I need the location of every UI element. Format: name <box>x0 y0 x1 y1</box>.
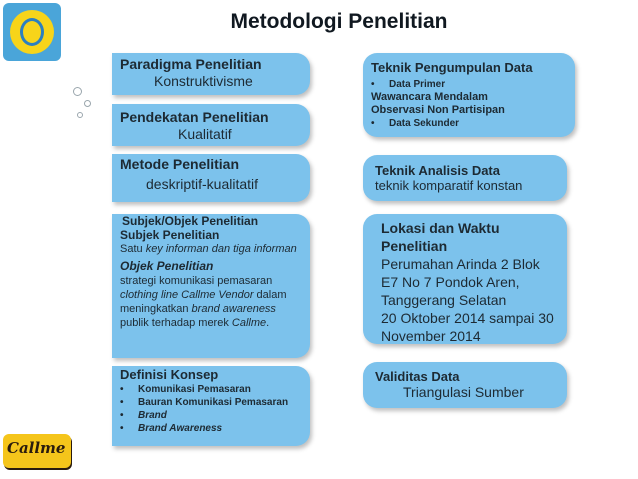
subjek-text <box>120 242 304 256</box>
objek-text <box>120 274 304 330</box>
decor-circle <box>84 100 91 107</box>
page-title: Metodologi Penelitian <box>230 10 448 33</box>
lokasi-heading: Lokasi dan Waktu Penelitian <box>381 220 500 254</box>
objek-text-part: publik terhadap merek <box>120 317 232 329</box>
decor-circle <box>73 87 82 96</box>
validitas-value: Triangulasi Sumber <box>403 384 524 400</box>
validitas-heading: Validitas Data <box>375 369 460 384</box>
teknik-analisis-box <box>363 155 567 201</box>
objek-text-italic: brand awareness <box>191 303 276 315</box>
definisi-item: Bauran Komunikasi Pemasaran <box>138 397 289 408</box>
objek-text-part: . <box>266 317 270 329</box>
validitas-box <box>363 362 567 408</box>
pengumpulan-bullet: Data Primer <box>389 79 446 90</box>
lokasi-box <box>363 214 567 344</box>
pengumpulan-line: Wawancara Mendalam <box>371 91 488 103</box>
pengumpulan-bullet: Data Sekunder <box>389 118 460 129</box>
pengumpulan-line: Observasi Non Partisipan <box>371 104 505 116</box>
definisi-item: Komunikasi Pemasaran <box>138 384 251 395</box>
lokasi-line: 20 Oktober 2014 sampai 30 November 2014 <box>381 310 554 344</box>
pendekatan-value: Kualitatif <box>178 126 232 142</box>
objek-text-part: strategi komunikasi pemasaran <box>120 275 273 287</box>
definisi-box <box>112 366 310 446</box>
definisi-item: Brand Awareness <box>138 423 223 434</box>
list-item: • Bauran Komunikasi Pemasaran <box>120 397 289 408</box>
list-item: • Data Sekunder <box>371 118 460 129</box>
subjek-heading: Subjek Penelitian <box>120 228 220 242</box>
paradigma-value: Konstruktivisme <box>154 73 253 89</box>
teknik-analisis-heading: Teknik Analisis Data <box>375 163 500 178</box>
definisi-heading: Definisi Konsep <box>120 367 219 382</box>
definisi-item: Brand <box>138 410 167 421</box>
decor-circle <box>77 112 83 118</box>
objek-text-part: dalam meningkatkan <box>120 289 287 315</box>
list-item: • Komunikasi Pemasaran <box>120 384 251 395</box>
objek-text-italic: clothing line Callme Vendor <box>120 289 254 301</box>
list-item: • Brand <box>120 410 167 421</box>
subjek-objek-heading: Subjek/Objek Penelitian <box>122 214 259 228</box>
list-item: • Data Primer <box>371 79 446 90</box>
brand-logo-text: Callme <box>7 439 66 457</box>
paradigma-box <box>112 53 310 95</box>
list-item: • Brand Awareness <box>120 423 223 434</box>
metode-box <box>112 154 310 202</box>
teknik-analisis-value: teknik komparatif konstan <box>375 178 523 193</box>
metode-value: deskriptif-kualitatif <box>146 176 259 192</box>
callme-logo-icon <box>3 434 71 468</box>
teknik-pengumpulan-heading: Teknik Pengumpulan Data <box>371 60 533 75</box>
pendekatan-heading: Pendekatan Penelitian <box>120 109 269 125</box>
subjek-text-part: Satu <box>120 243 146 255</box>
objek-heading: Objek Penelitian <box>120 259 214 273</box>
subjek-objek-box <box>112 214 310 358</box>
paradigma-heading: Paradigma Penelitian <box>120 56 262 72</box>
metode-heading: Metode Penelitian <box>120 156 240 172</box>
pendekatan-box <box>112 104 310 146</box>
lokasi-line: Perumahan Arinda 2 Blok E7 No 7 Pondok Aren, Tanggerang Selatan <box>381 256 540 308</box>
teknik-pengumpulan-box <box>363 53 575 137</box>
objek-text-italic: Callme <box>231 317 267 329</box>
subjek-text-italic: key informan dan tiga informan <box>145 243 297 255</box>
